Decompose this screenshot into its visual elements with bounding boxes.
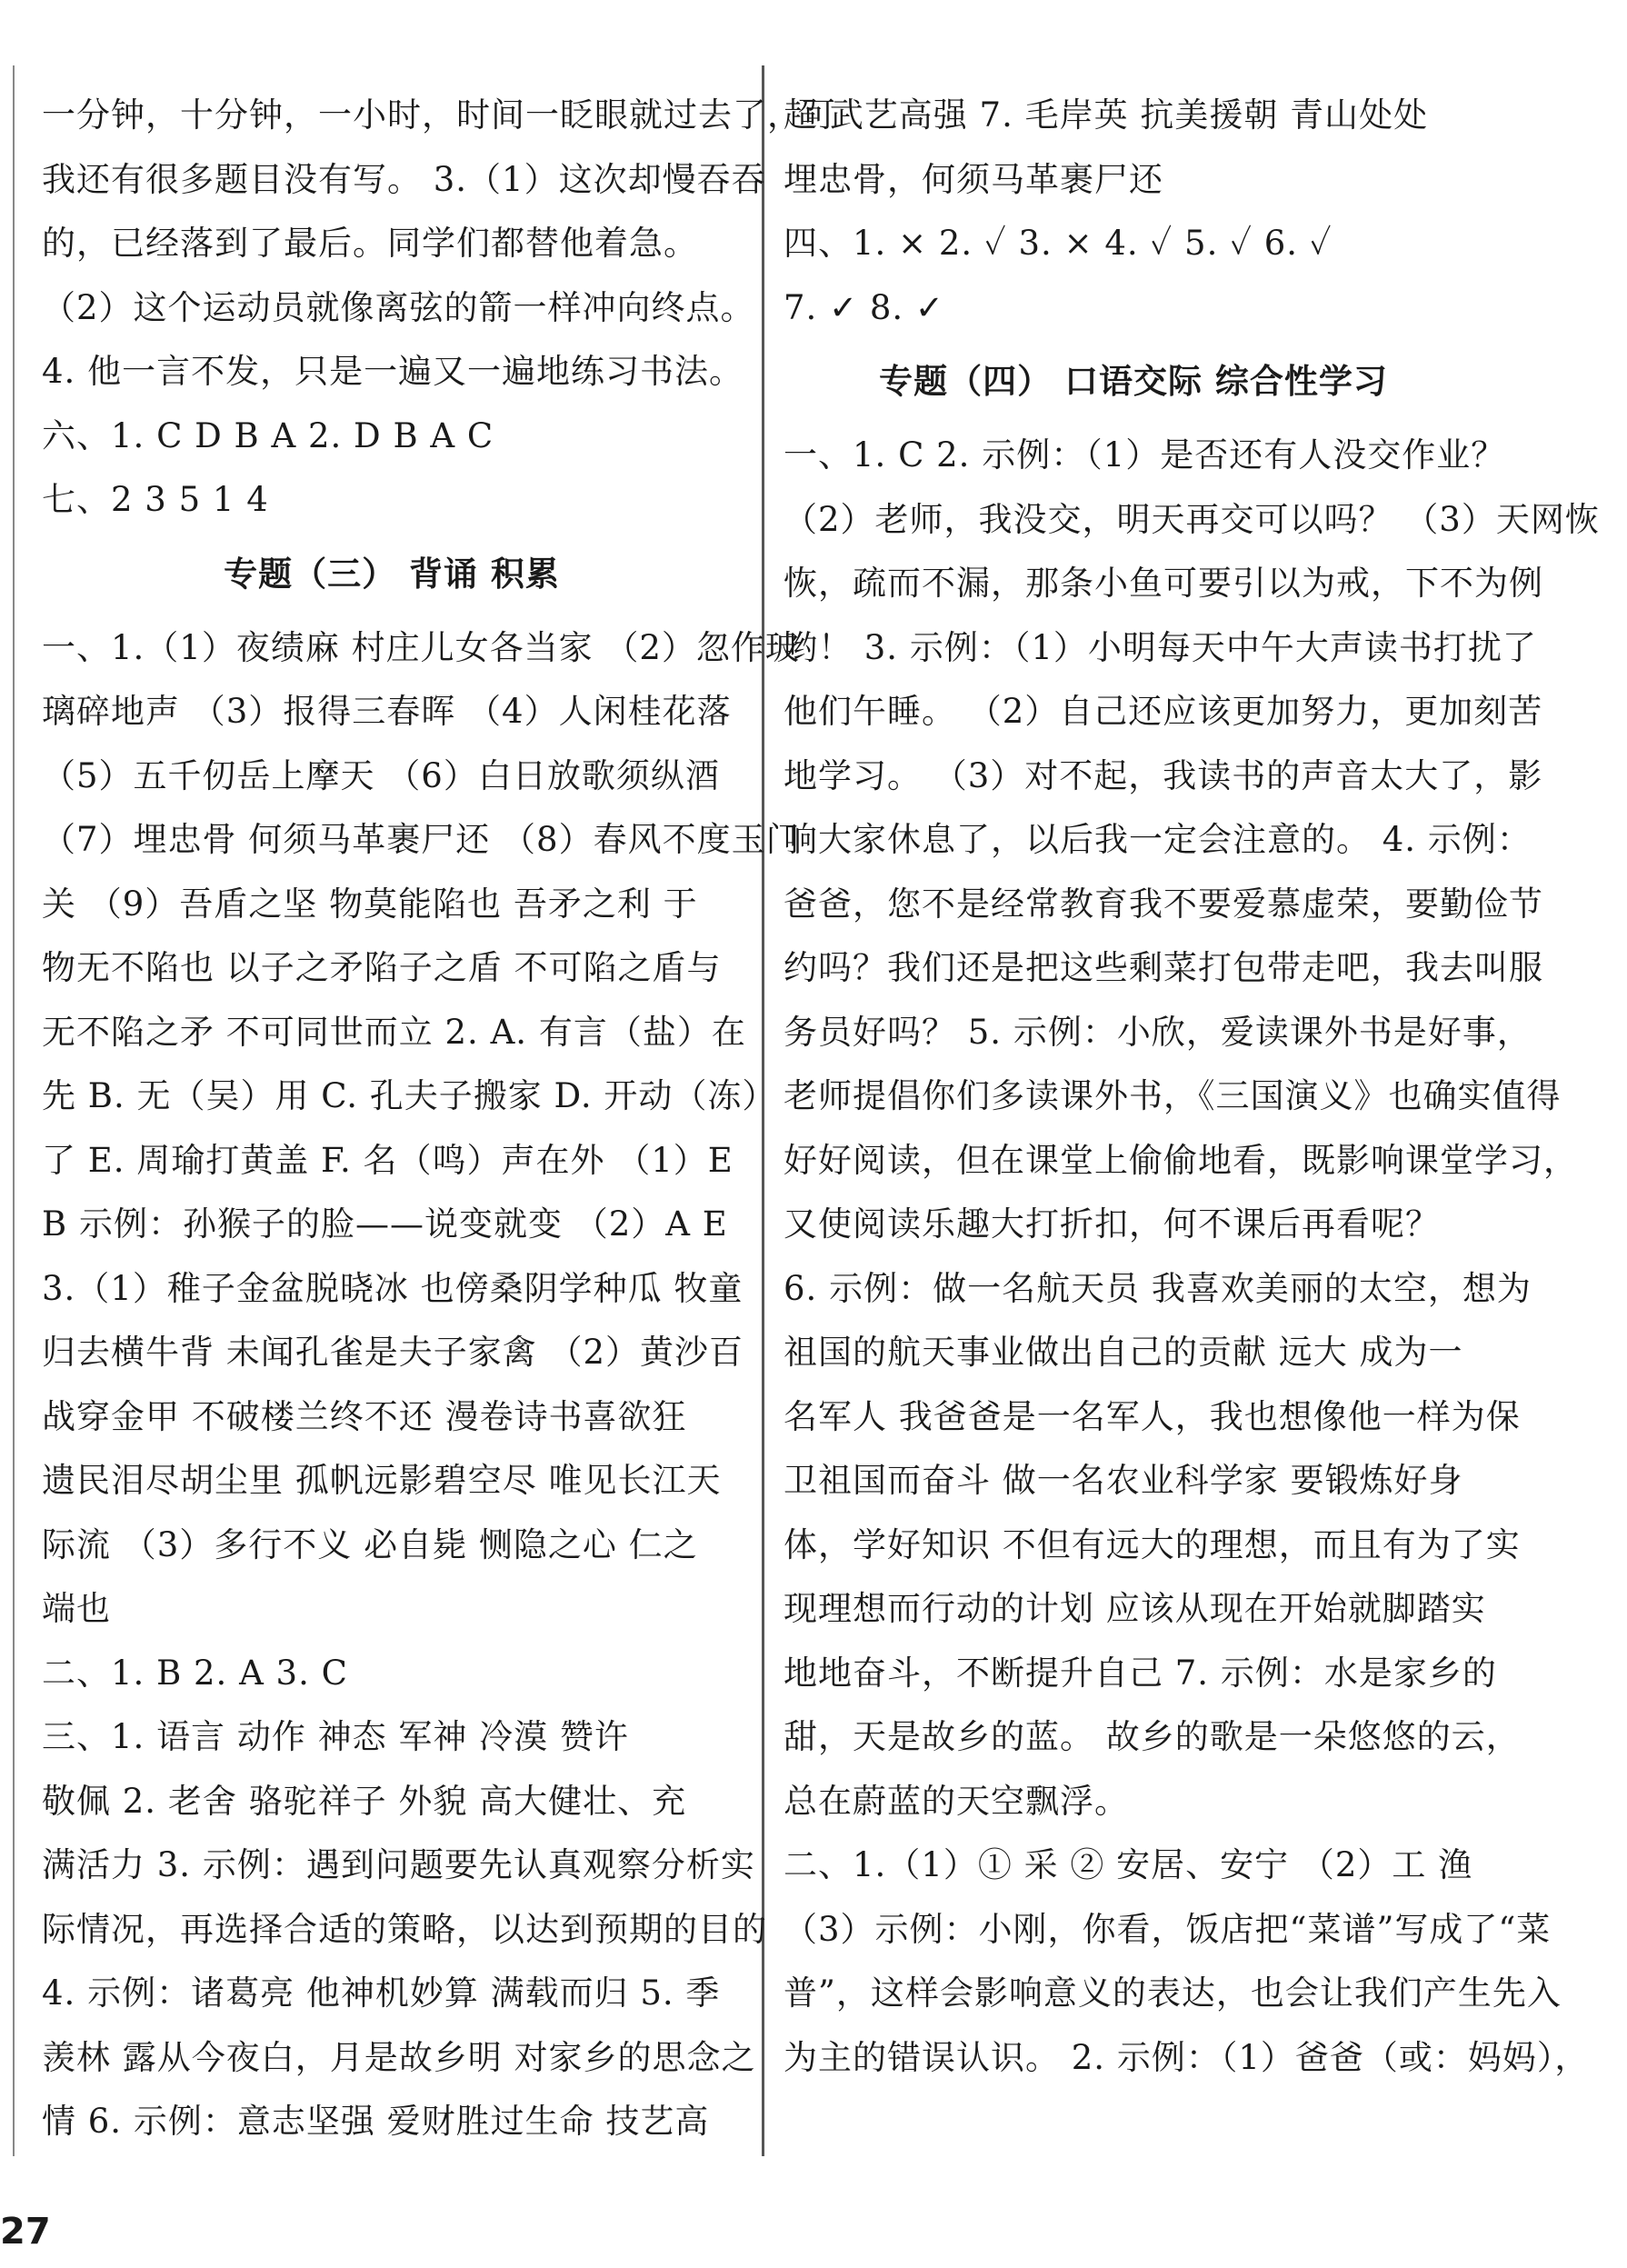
text-line: 7. ✓ 8. ✓ [784, 287, 944, 327]
left-column [42, 84, 836, 2154]
text-line: 现理想而行动的计划 应该从现在开始就脚踏实 [784, 1589, 1486, 1628]
text-line: 六、1. C D B A 2. D B A C [42, 415, 494, 455]
text-line: 一、1. C 2. 示例：（1）是否还有人没交作业？ [784, 435, 1506, 475]
text-line: （5）五千仞岳上摩天 （6）白日放歌须纵酒 [42, 755, 720, 795]
text-line: 埋忠骨，何须马革裹尸还 [784, 159, 1163, 199]
text-line: 地学习。 （3）对不起，我读书的声音太大了，影 [784, 755, 1543, 795]
text-line: 战穿金甲 不破楼兰终不还 漫卷诗书喜欲狂 [42, 1396, 687, 1436]
page-edge-line [13, 65, 15, 2156]
text-line: 4. 他一言不发，只是一遍又一遍地练习书法。 [42, 352, 744, 391]
right-block-a [784, 84, 1483, 340]
text-line: 恢，疏而不漏，那条小鱼可要引以为戒，下不为例 [784, 564, 1543, 603]
text-line: 三、1. 语言 动作 神态 军神 冷漠 赞许 [42, 1717, 629, 1756]
text-line: 爸爸，您不是经常教育我不要爱慕虚荣，要勤俭节 [784, 884, 1543, 924]
text-line: 一、1.（1）夜绩麻 村庄儿女各当家 （2）忽作玻 [42, 627, 800, 667]
text-line: 为主的错误认识。 2. 示例：（1）爸爸（或：妈妈）， [784, 2037, 1590, 2077]
text-line: （7）埋忠骨 何须马革裹尸还 （8）春风不度玉门 [42, 820, 801, 859]
page-number: 27 [0, 2211, 51, 2253]
text-line: B 示例：孙猴子的脸——说变就变 （2）A E [42, 1204, 728, 1244]
text-line: 3.（1）稚子金盆脱晓冰 也傍桑阴学种瓜 牧童 [42, 1268, 744, 1308]
right-block-b [784, 424, 1600, 2090]
text-line: 体，学好知识 不但有远大的理想，而且有为了实 [784, 1524, 1521, 1564]
text-line: 一分钟，十分钟，一小时，时间一眨眼就过去了，可 [42, 95, 836, 135]
text-line: 羡林 露从今夜白，月是故乡明 对家乡的思念之 [42, 2037, 756, 2077]
text-line: 二、1. B 2. A 3. C [42, 1653, 348, 1693]
text-line: 老师提倡你们多读课外书，《三国演义》也确实值得 [784, 1076, 1562, 1115]
text-line: 七、2 3 5 1 4 [42, 480, 269, 519]
text-line: 无不陷之矛 不可同世而立 2. A. 有言（盐）在 [42, 1012, 746, 1052]
text-line: 二、1.（1）① 采 ② 安居、安宁 （2）工 渔 [784, 1845, 1473, 1884]
text-line: 敬佩 2. 老舍 骆驼祥子 外貌 高大健壮、充 [42, 1781, 687, 1821]
text-line: 先 B. 无（吴）用 C. 孔夫子搬家 D. 开动（冻） [42, 1076, 777, 1115]
text-line: 关 （9）吾盾之坚 物莫能陷也 吾矛之利 于 [42, 884, 698, 924]
section-title-4: 专题（四） 口语交际 综合性学习 [879, 362, 1388, 401]
text-line: 哟！ 3. 示例：（1）小明每天中午大声读书打扰了 [784, 627, 1537, 667]
text-line: 端也 [42, 1589, 111, 1628]
text-line: （2）这个运动员就像离弦的箭一样冲向终点。 [42, 287, 755, 327]
text-line: 满活力 3. 示例：遇到问题要先认真观察分析实 [42, 1845, 755, 1884]
text-line: 好好阅读，但在课堂上偷偷地看，既影响课堂学习， [784, 1140, 1578, 1180]
text-line: 际情况，再选择合适的策略，以达到预期的目的 [42, 1909, 767, 1949]
text-line: 际流 （3）多行不义 必自毙 恻隐之心 仁之 [42, 1524, 698, 1564]
text-line: 响大家休息了，以后我一定会注意的。 4. 示例： [784, 820, 1532, 859]
section-title-3: 专题（三） 背诵 积累 [224, 554, 560, 594]
text-line: 6. 示例：做一名航天员 我喜欢美丽的太空，想为 [784, 1268, 1532, 1308]
text-line: 约吗？我们还是把这些剩菜打包带走吧，我去叫服 [784, 948, 1543, 987]
text-line: 他们午睡。 （2）自己还应该更加努力，更加刻苦 [784, 692, 1543, 731]
text-line: 四、1. × 2. ✓ 3. × 4. ✓ 5. ✓ 6. ✓ [784, 224, 1333, 263]
left-block-b [42, 616, 801, 2154]
text-line: 超 武艺高强 7. 毛岸英 抗美援朝 青山处处 [784, 95, 1429, 135]
text-line: （2）老师，我没交，明天再交可以吗？ （3）天网恢 [784, 499, 1600, 539]
text-line: 祖国的航天事业做出自己的贡献 远大 成为一 [784, 1333, 1463, 1372]
text-line: 普”，这样会影响意义的表达，也会让我们产生先入 [784, 1973, 1562, 2013]
right-column [784, 84, 1600, 2090]
text-line: 物无不陷也 以子之矛陷子之盾 不可陷之盾与 [42, 948, 722, 987]
text-line: 了 E. 周瑜打黄盖 F. 名（鸣）声在外 （1）E [42, 1140, 734, 1180]
text-line: 璃碎地声 （3）报得三春晖 （4）人闲桂花落 [42, 692, 732, 731]
text-line: 遗民泪尽胡尘里 孤帆远影碧空尽 唯见长江天 [42, 1461, 722, 1500]
text-line: 名军人 我爸爸是一名军人，我也想像他一样为保 [784, 1396, 1521, 1436]
text-line: 卫祖国而奋斗 做一名农业科学家 要锻炼好身 [784, 1461, 1463, 1500]
text-line: 地地奋斗，不断提升自己 7. 示例：水是家乡的 [784, 1653, 1497, 1693]
text-line: 总在蔚蓝的天空飘浮。 [784, 1781, 1129, 1821]
text-line: 归去横牛背 未闻孔雀是夫子家禽 （2）黄沙百 [42, 1333, 744, 1372]
text-line: 我还有很多题目没有写。 3.（1）这次却慢吞吞 [42, 159, 766, 199]
text-line: 务员好吗？ 5. 示例：小欣，爱读课外书是好事， [784, 1012, 1532, 1052]
text-line: 又使阅读乐趣大打折扣，何不课后再看呢？ [784, 1204, 1440, 1244]
text-line: （3）示例：小刚，你看，饭店把“菜谱”写成了“菜 [784, 1909, 1552, 1949]
text-line: 情 6. 示例：意志坚强 爱财胜过生命 技艺高 [42, 2102, 710, 2141]
text-line: 4. 示例：诸葛亮 他神机妙算 满载而归 5. 季 [42, 1973, 721, 2013]
text-line: 甜，天是故乡的蓝。 故乡的歌是一朵悠悠的云， [784, 1717, 1521, 1756]
text-line: 的，已经落到了最后。同学们都替他着急。 [42, 224, 698, 263]
left-block-a [42, 84, 836, 533]
